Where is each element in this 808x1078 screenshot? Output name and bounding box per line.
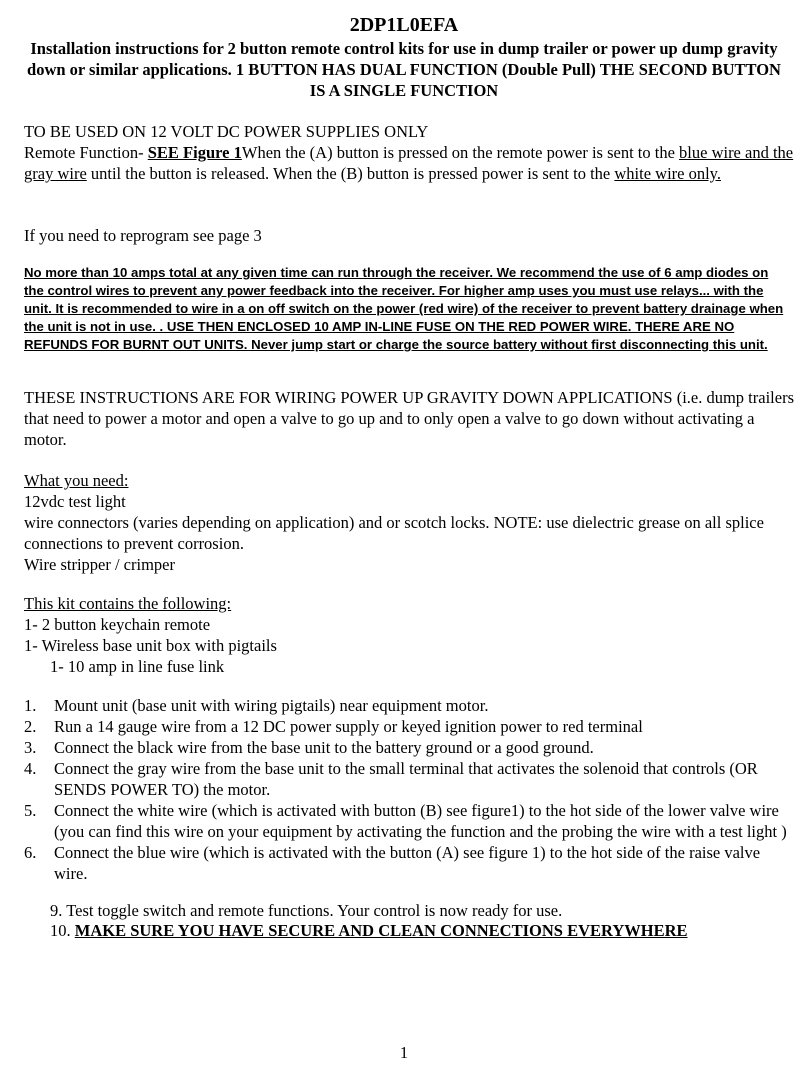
step-item: 1. Mount unit (base unit with wiring pigtails) near equipment motor. <box>24 696 489 715</box>
step-item: 6. Connect the blue wire (which is activated with the button (A) see figure 1) to the hot side of the raise valve wire. <box>24 843 761 883</box>
remote-b-wire: white wire only. <box>614 164 721 183</box>
needs-item: 12vdc test light <box>24 492 126 511</box>
application-paragraph: THESE INSTRUCTIONS ARE FOR WIRING POWER UP GRAVITY DOWN APPLICATIONS (i.e. dump trailers that need to power a motor and open a valve to go up and to only open a valve to go down without activating a motor. <box>24 388 794 449</box>
step-item: 4. Connect the gray wire from the base unit to the small terminal that activates the solenoid that controls (OR SENDS POWER TO) the motor. <box>24 759 758 799</box>
install-steps <box>0 695 790 884</box>
kit-item: 1- Wireless base unit box with pigtails <box>24 636 277 655</box>
document-title: 2DP1L0EFA <box>349 14 459 36</box>
step-10-text: MAKE SURE YOU HAVE SECURE AND CLEAN CONNECTIONS EVERYWHERE <box>74 921 688 940</box>
page-number: 1 <box>399 1043 409 1062</box>
step-9: 9. Test toggle switch and remote functions. Your control is now ready for use. <box>50 901 563 920</box>
needs-heading: What you need: <box>24 471 129 490</box>
remote-a-text: When the (A) button is pressed on the remote power is sent to the <box>241 143 680 162</box>
warning-block: No more than 10 amps total at any given time can run through the receiver. We recommend the use of 6 amp diodes on the control wires to prevent any power feedback into the receiver. For higher amp uses you must use relays... with the unit. It is recommended to wire in a on off switch on the power (red wire) of the receiver to prevent battery drainage when the unit is not in use. . USE THEN ENCLOSED 10 AMP IN-LINE FUSE ON THE RED POWER WIRE. THERE ARE NO REFUNDS FOR BURNT OUT UNITS. Never jump start or charge the source battery without first disconnecting this unit. <box>24 265 784 352</box>
kit-heading: This kit contains the following: <box>24 594 232 613</box>
needs-item: Wire stripper / crimper <box>24 555 175 574</box>
step-item: 2. Run a 14 gauge wire from a 12 DC power supply or keyed ignition power to red terminal <box>24 717 643 736</box>
step-item: 3. Connect the black wire from the base unit to the battery ground or a good ground. <box>24 738 594 757</box>
kit-item: 1- 2 button keychain remote <box>24 615 211 634</box>
document-subtitle: Installation instructions for 2 button remote control kits for use in dump trailer or power up dump gravity down or similar applications. 1 BUTTON HAS DUAL FUNCTION (Double Pull) THE SECOND BUTTON IS A SINGLE FUNCTION <box>27 39 781 100</box>
see-figure-link: SEE Figure 1 <box>147 143 242 162</box>
step-10 <box>50 920 790 941</box>
power-note: TO BE USED ON 12 VOLT DC POWER SUPPLIES ONLY <box>24 122 429 141</box>
remote-b-text: until the button is released. When the (B) button is pressed power is sent to the <box>86 164 615 183</box>
remote-function-label: Remote Function- <box>24 143 148 162</box>
step-item: 5. Connect the white wire (which is activated with button (B) see figure1) to the hot side of the lower valve wire (you can find this wire on your equipment by activating the function and the probing the wire with a test light ) <box>24 801 787 841</box>
remote-a-wires: blue wire and the gray wire <box>24 143 794 183</box>
kit-item-fuse: 1- 10 amp in line fuse link <box>50 657 225 676</box>
needs-section <box>24 470 794 575</box>
remote-function-paragraph <box>24 142 794 184</box>
reprogram-note: If you need to reprogram see page 3 <box>24 226 262 245</box>
kit-section <box>24 593 794 677</box>
step-10-number: 10. <box>50 921 75 940</box>
needs-item: wire connectors (varies depending on application) and or scotch locks. NOTE: use dielectric grease on all splice connections to prevent corrosion. <box>24 513 764 553</box>
